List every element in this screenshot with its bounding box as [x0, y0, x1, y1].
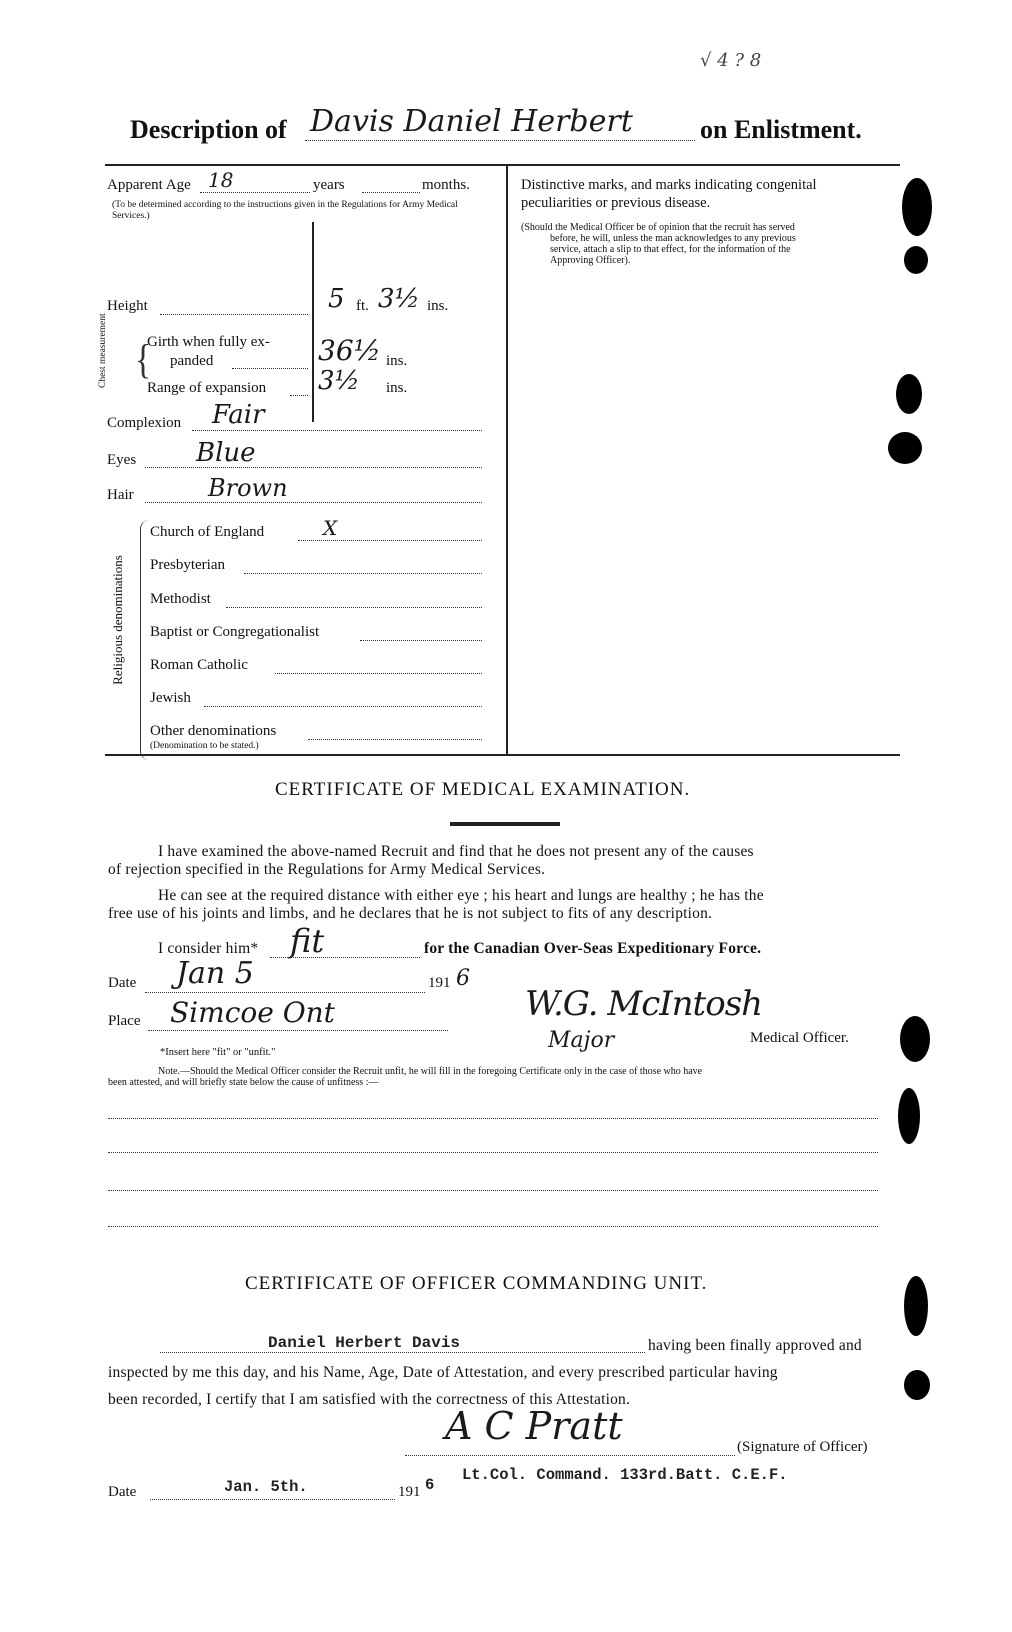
title-suffix: on Enlistment. — [700, 115, 862, 144]
ins-label-range: ins. — [386, 380, 408, 396]
commanding-date-label: Date — [108, 1484, 137, 1500]
scan-blot-8 — [904, 1370, 930, 1400]
marks-label-2: peculiarities or previous disease. — [521, 195, 711, 211]
medical-officer-signature: W.G. McIntosh — [525, 984, 763, 1024]
unfit-line-2[interactable] — [108, 1152, 878, 1153]
marks-label-1: Distinctive marks, and marks indicating congenital — [521, 177, 817, 193]
hair-label: Hair — [107, 487, 134, 503]
height-in-value: 3½ — [378, 284, 420, 314]
medical-heading: CERTIFICATE OF MEDICAL EXAMINATION. — [275, 779, 691, 800]
religion-label-3: Baptist or Congregationalist — [150, 624, 320, 640]
place-value[interactable]: Simcoe Ont — [170, 996, 335, 1029]
range-value: 3½ — [318, 366, 360, 396]
religion-label-6: Other denominations — [150, 723, 277, 739]
marks-note-2: before, he will, unless the man acknowledges to any previous — [550, 233, 796, 244]
religion-label-1: Presbyterian — [150, 557, 225, 573]
top-rule — [105, 164, 900, 166]
range-label: Range of expansion — [147, 380, 267, 396]
scan-blot-1 — [902, 178, 932, 236]
bottom-rule — [105, 754, 900, 756]
ins-label-height: ins. — [427, 298, 449, 314]
title-prefix: Description of — [130, 115, 287, 144]
scan-blot-7 — [904, 1276, 928, 1336]
commanding-line3: been recorded, I certify that I am satisfied with the correctness of this Attestation. — [108, 1391, 631, 1408]
commanding-signature: A C Pratt — [445, 1404, 623, 1448]
medical-para1-line2: of rejection specified in the Regulations for Army Medical Services. — [108, 861, 546, 878]
unfit-line-4[interactable] — [108, 1226, 878, 1227]
unfit-line-1[interactable] — [108, 1118, 878, 1119]
months-label: months. — [422, 177, 470, 193]
marks-note-4: Approving Officer). — [550, 255, 631, 266]
ft-label: ft. — [356, 298, 369, 314]
consider-label: I consider him* — [158, 940, 259, 957]
commanding-line2: inspected by me this day, and his Name, Age, Date of Attestation, and every prescribed particular having — [108, 1364, 778, 1381]
ins-label-girth: ins. — [386, 353, 408, 369]
medical-para1-line1: I have examined the above-named Recruit and find that he does not present any of the causes — [158, 843, 754, 860]
height-ft-value: 5 — [328, 284, 345, 314]
corner-marks: √ 4 ? 8 — [700, 50, 762, 71]
years-label: years — [313, 177, 345, 193]
scan-blot-3 — [896, 374, 922, 414]
column-divider — [506, 164, 508, 754]
apparent-age-label: Apparent Age — [107, 177, 191, 193]
girth-label-2: panded — [170, 353, 214, 369]
signature-label: (Signature of Officer) — [737, 1439, 868, 1455]
eyes-label: Eyes — [107, 452, 137, 468]
medical-year-suffix[interactable]: 6 — [456, 966, 470, 991]
religion-label-2: Methodist — [150, 591, 211, 607]
medical-year-prefix: 191 — [428, 975, 451, 991]
religion-label-4: Roman Catholic — [150, 657, 248, 673]
girth-label-1: Girth when fully ex- — [147, 334, 270, 350]
scan-blot-5 — [900, 1016, 930, 1062]
commanding-year-prefix: 191 — [398, 1484, 421, 1500]
medical-heading-rule — [450, 822, 560, 826]
force-label: for the Canadian Over-Seas Expeditionary Force. — [424, 940, 762, 957]
medical-date-label: Date — [108, 975, 137, 991]
chest-label: Chest measurement — [98, 313, 108, 388]
measurement-divider — [312, 222, 314, 422]
marks-note-1: (Should the Medical Officer be of opinion that the recruit has served — [521, 222, 795, 233]
medical-note-line1: Note.—Should the Medical Officer consider the Recruit unfit, he will fill in the foregoing Certificate only in the case of those who have — [158, 1066, 703, 1077]
hair-value: Brown — [208, 474, 288, 502]
consider-value[interactable]: fit — [290, 922, 325, 960]
religion-brace — [140, 520, 149, 760]
recruit-name[interactable]: Daniel Herbert Davis — [268, 1334, 461, 1352]
medical-officer-rank: Major — [548, 1028, 615, 1053]
commanding-heading: CERTIFICATE OF OFFICER COMMANDING UNIT. — [245, 1273, 708, 1294]
age-note: (To be determined according to the instructions given in the Regulations for Army Medical Services.) — [112, 200, 458, 221]
title-name: Davis Daniel Herbert — [310, 104, 633, 139]
height-label: Height — [107, 298, 148, 314]
scan-blot-6 — [898, 1088, 920, 1144]
medical-date-value[interactable]: Jan 5 — [176, 956, 254, 991]
eyes-value: Blue — [196, 438, 256, 468]
religious-label: Religious denominations — [110, 555, 125, 685]
commanding-year-suffix[interactable]: 6 — [425, 1476, 435, 1494]
religion-label-5: Jewish — [150, 690, 191, 706]
commanding-date-value[interactable]: Jan. 5th. — [224, 1478, 308, 1496]
medical-note-line2: been attested, and will briefly state below the cause of unfitness :— — [108, 1077, 379, 1088]
girth-value: 36½ — [318, 334, 381, 367]
denomination-note: (Denomination to be stated.) — [150, 741, 259, 751]
age-value: 18 — [208, 168, 234, 192]
unfit-line-3[interactable] — [108, 1190, 878, 1191]
complexion-label: Complexion — [107, 415, 182, 431]
religion-label-0: Church of England — [150, 524, 265, 540]
scan-blot-2 — [904, 246, 928, 274]
commanding-line1-suffix: having been finally approved and — [648, 1337, 862, 1354]
complexion-value: Fair — [212, 400, 265, 430]
religion-mark-0[interactable]: X — [323, 516, 338, 540]
medical-para2-line2: free use of his joints and limbs, and he declares that he is not subject to fits of any description. — [108, 905, 713, 922]
medical-para2-line1: He can see at the required distance with either eye ; his heart and lungs are healthy ; he has the — [158, 887, 764, 904]
medical-officer-label: Medical Officer. — [750, 1030, 849, 1046]
marks-note-3: service, attach a slip to that effect, for the information of the — [550, 244, 791, 255]
place-label: Place — [108, 1013, 141, 1029]
chest-brace: { — [135, 338, 152, 383]
scan-blot-4 — [888, 432, 922, 464]
insert-note: *Insert here "fit" or "unfit." — [160, 1047, 276, 1058]
officer-title: Lt.Col. Command. 133rd.Batt. C.E.F. — [462, 1466, 788, 1484]
